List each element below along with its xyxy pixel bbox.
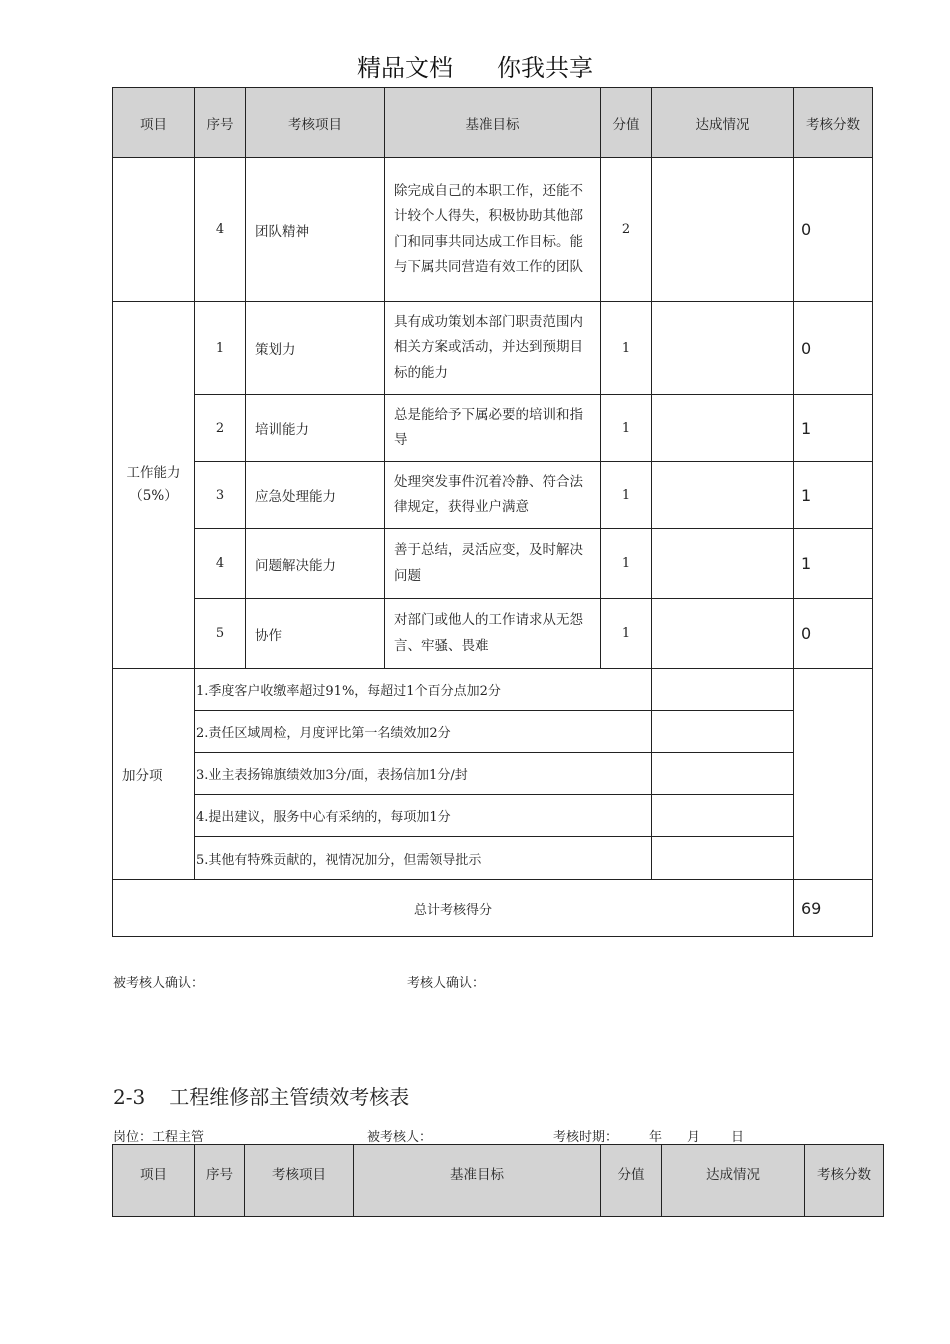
bonus-item: 3.业主表扬锦旗绩效加3分/面，表扬信加1分/封 (195, 753, 652, 795)
row-value: 2 (601, 158, 652, 302)
col-header-score: 考核分数 (794, 88, 873, 158)
bonus-achieved (652, 837, 794, 880)
bonus-row (113, 837, 873, 880)
col-header-value: 分值 (601, 88, 652, 158)
period-day: 日 (731, 1130, 745, 1145)
row-score: 0 (794, 599, 873, 669)
row-item: 协作 (246, 599, 385, 669)
col-header-target: 基准目标 (385, 88, 601, 158)
col-header-score: 考核分数 (805, 1145, 884, 1217)
examinee-confirm: 被考核人确认： (113, 976, 205, 991)
row-target: 除完成自己的本职工作，还能不计较个人得失，积极协助其他部门和同事共同达成工作目标。能与下属共同营造有效工作的团队 (385, 158, 601, 302)
category-cell-ability (113, 302, 195, 669)
row-value: 1 (601, 462, 652, 529)
row-no: 5 (195, 599, 246, 669)
table-row (113, 395, 873, 462)
row-item: 应急处理能力 (246, 462, 385, 529)
col-header-achieved: 达成情况 (662, 1145, 805, 1217)
row-achieved (652, 395, 794, 462)
col-header-category: 项目 (113, 88, 195, 158)
period-label: 考核时期： (553, 1130, 619, 1145)
row-score: 1 (794, 462, 873, 529)
total-score: 69 (794, 880, 873, 937)
bonus-achieved (652, 795, 794, 837)
examinee-label: 被考核人： (367, 1130, 433, 1145)
bonus-achieved (652, 753, 794, 795)
examiner-confirm: 考核人确认： (407, 976, 486, 991)
section-number: 2-3 (113, 1085, 146, 1109)
bonus-item: 2.责任区域周检，月度评比第一名绩效加2分 (195, 711, 652, 753)
row-item: 问题解决能力 (246, 529, 385, 599)
row-no: 2 (195, 395, 246, 462)
col-header-value: 分值 (601, 1145, 662, 1217)
row-item: 策划力 (246, 302, 385, 395)
row-no: 1 (195, 302, 246, 395)
row-achieved (652, 158, 794, 302)
row-score: 0 (794, 158, 873, 302)
row-item: 团队精神 (246, 158, 385, 302)
row-achieved (652, 599, 794, 669)
appraisal-table-2 (112, 1144, 884, 1217)
row-item: 培训能力 (246, 395, 385, 462)
col-header-category: 项目 (113, 1145, 195, 1217)
col-header-target: 基准目标 (354, 1145, 601, 1217)
row-value: 1 (601, 529, 652, 599)
row-no: 4 (195, 529, 246, 599)
row-target: 对部门或他人的工作请求从无怨言、牢骚、畏难 (385, 599, 601, 669)
table-row (113, 462, 873, 529)
section-title (113, 1081, 409, 1110)
row-no: 4 (195, 158, 246, 302)
row-score: 1 (794, 529, 873, 599)
period-month: 月 (687, 1130, 701, 1145)
bonus-item: 5.其他有特殊贡献的，视情况加分，但需领导批示 (195, 837, 652, 880)
bonus-item: 4.提出建议，服务中心有采纳的，每项加1分 (195, 795, 652, 837)
bonus-row (113, 669, 873, 711)
table-header-row (113, 1145, 884, 1217)
post-label: 岗位：工程主管 (113, 1130, 205, 1145)
row-target: 总是能给予下属必要的培训和指导 (385, 395, 601, 462)
bonus-category: 加分项 (113, 669, 195, 880)
header-right: 你我共享 (497, 54, 593, 82)
total-label: 总计考核得分 (113, 880, 794, 937)
col-header-no: 序号 (195, 88, 246, 158)
header-left: 精品文档 (357, 54, 453, 82)
table-header-row (113, 88, 873, 158)
row-score: 1 (794, 395, 873, 462)
bonus-achieved (652, 711, 794, 753)
col-header-no: 序号 (195, 1145, 245, 1217)
col-header-item: 考核项目 (245, 1145, 354, 1217)
table-row (113, 599, 873, 669)
table-row (113, 158, 873, 302)
bonus-score-cell (794, 669, 873, 880)
row-value: 1 (601, 395, 652, 462)
appraisal-table-1 (112, 87, 873, 937)
col-header-achieved: 达成情况 (652, 88, 794, 158)
table-row (113, 529, 873, 599)
row-no: 3 (195, 462, 246, 529)
category-weight: （5%） (129, 488, 178, 504)
col-header-item: 考核项目 (246, 88, 385, 158)
row-value: 1 (601, 599, 652, 669)
row-achieved (652, 529, 794, 599)
row-target: 具有成功策划本部门职责范围内相关方案或活动，并达到预期目标的能力 (385, 302, 601, 395)
row-value: 1 (601, 302, 652, 395)
row-achieved (652, 462, 794, 529)
row-target: 善于总结，灵活应变，及时解决问题 (385, 529, 601, 599)
section-title-text: 工程维修部主管绩效考核表 (169, 1085, 410, 1109)
row-target: 处理突发事件沉着冷静、符合法律规定，获得业户满意 (385, 462, 601, 529)
bonus-row (113, 795, 873, 837)
bonus-item: 1.季度客户收缴率超过91%，每超过1个百分点加2分 (195, 669, 652, 711)
total-row (113, 880, 873, 937)
row-score: 0 (794, 302, 873, 395)
table-row (113, 302, 873, 395)
category-cell-empty (113, 158, 195, 302)
bonus-row (113, 711, 873, 753)
row-achieved (652, 302, 794, 395)
bonus-row (113, 753, 873, 795)
category-label: 工作能力 (126, 465, 181, 481)
period-year: 年 (649, 1130, 663, 1145)
bonus-achieved (652, 669, 794, 711)
page-header (0, 48, 950, 83)
